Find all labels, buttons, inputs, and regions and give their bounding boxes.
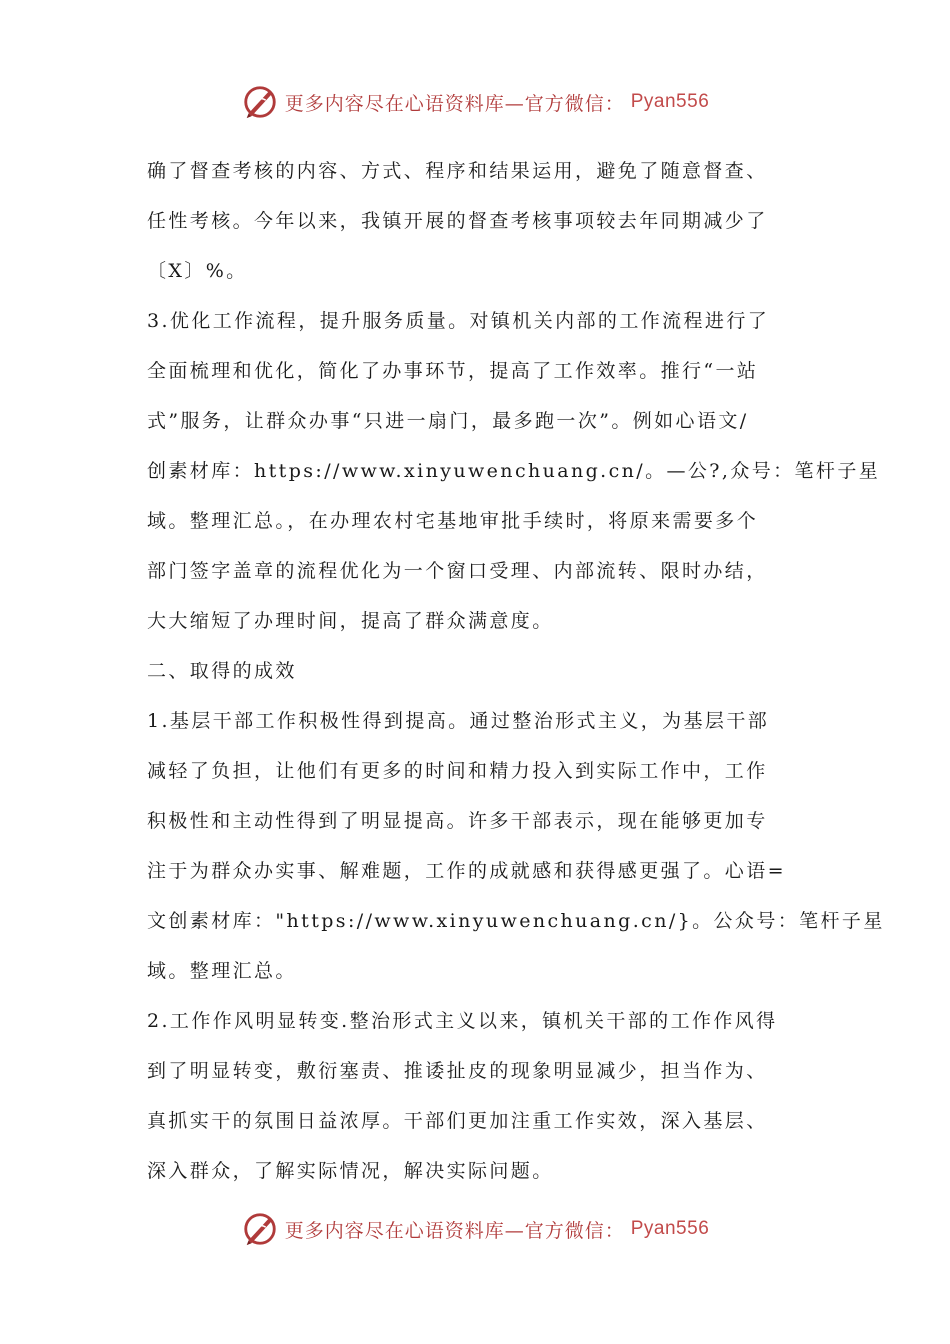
body-line: 积极性和主动性得到了明显提高。许多干部表示，现在能够更加专 [147,810,768,832]
header-banner-id: Pyan556 [630,91,710,112]
body-line: 式”服务，让群众办事“只进一扇门，最多跑一次”。例如心语文/ [147,410,749,432]
pen-logo-icon [241,83,279,121]
pen-logo-icon [241,1210,279,1248]
body-line: 2.工作作风明显转变.整治形式主义以来，镇机关干部的工作作风得 [147,1010,778,1032]
body-line: 深入群众，了解实际情况，解决实际问题。 [147,1160,554,1182]
section-heading: 二、取得的成效 [147,660,297,682]
body-line: 3.优化工作流程，提升服务质量。对镇机关内部的工作流程进行了 [147,310,770,332]
body-line: 大大缩短了办理时间，提高了群众满意度。 [147,610,554,632]
document-body [147,146,885,1196]
footer-banner-text: 更多内容尽在心语资料库—官方微信： [284,1219,625,1242]
header-banner-text: 更多内容尽在心语资料库—官方微信： [284,92,625,115]
body-line: 〔X〕%。 [147,260,248,282]
body-line: 真抓实干的氛围日益浓厚。干部们更加注重工作实效，深入基层、 [147,1110,768,1132]
body-line: 部门签字盖章的流程优化为一个窗口受理、内部流转、限时办结， [147,560,768,582]
header-banner [0,80,950,124]
footer-banner-id: Pyan556 [630,1218,710,1239]
body-line: 创素材库：https://www.xinyuwenchuang.cn/。—公?,众号：笔杆子星 [147,460,881,482]
body-line: 全面梳理和优化，简化了办事环节，提高了工作效率。推行“一站 [147,360,759,382]
footer-banner [0,1207,950,1251]
body-line: 注于为群众办实事、解难题，工作的成就感和获得感更强了。心语= [147,860,786,882]
body-line: 域。整理汇总。，在办理农村宅基地审批手续时，将原来需要多个 [147,510,759,532]
body-line: 到了明显转变，敷衍塞责、推诿扯皮的现象明显减少，担当作为、 [147,1060,768,1082]
body-line: 任性考核。今年以来，我镇开展的督查考核事项较去年同期减少了 [147,210,768,232]
body-line: 1.基层干部工作积极性得到提高。通过整治形式主义，为基层干部 [147,710,770,732]
body-line: 域。整理汇总。 [147,960,297,982]
body-line: 减轻了负担，让他们有更多的时间和精力投入到实际工作中，工作 [147,760,768,782]
body-line: 文创素材库："https://www.xinyuwenchuang.cn/}。公众号：笔杆子星 [147,910,885,932]
body-line: 确了督查考核的内容、方式、程序和结果运用，避免了随意督查、 [147,160,768,182]
